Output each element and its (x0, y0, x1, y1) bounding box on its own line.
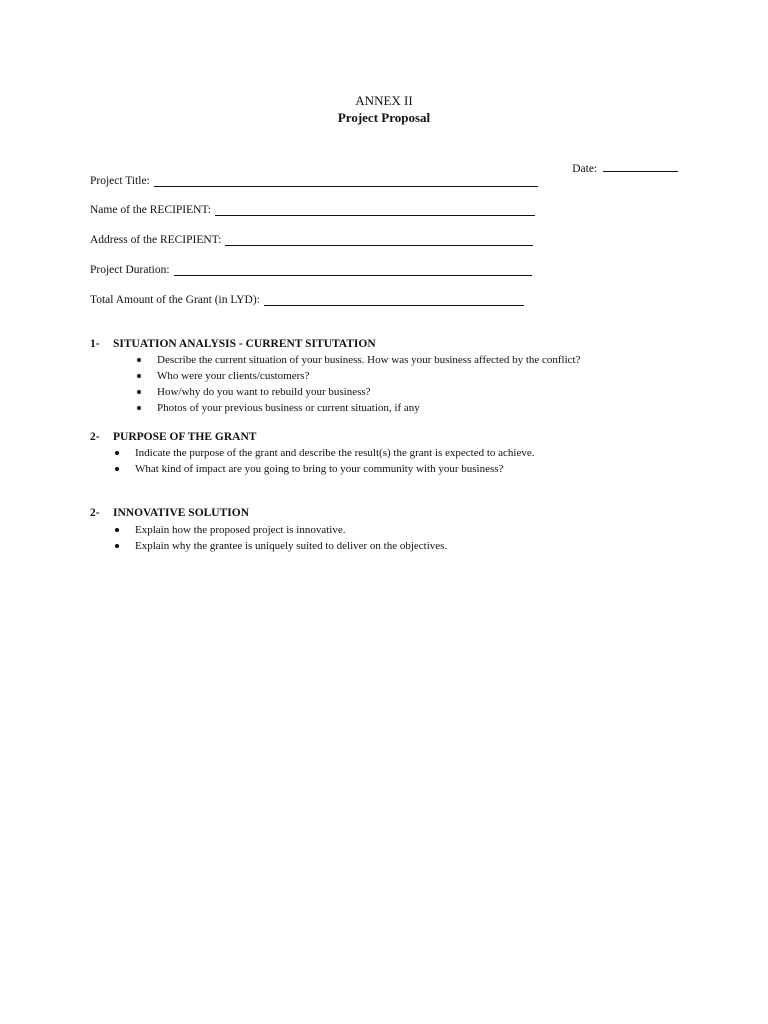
section-heading (90, 507, 249, 519)
recipient-address-blank[interactable] (225, 234, 533, 246)
section-number: 2- (90, 431, 100, 443)
document-title: Project Proposal (337, 110, 431, 125)
section-number: 1- (90, 338, 100, 350)
bullet-icon (137, 374, 141, 378)
list-item: Indicate the purpose of the grant and describe the result(s) the grant is expected to achieve. (135, 445, 535, 461)
section-heading (90, 431, 256, 443)
project-duration-label: Project Duration: (90, 264, 170, 276)
list-item: Explain why the grantee is uniquely suited to deliver on the objectives. (135, 538, 447, 554)
list-item: Explain how the proposed project is innovative. (135, 522, 447, 538)
list-item: Who were your clients/customers? (157, 368, 581, 384)
section-number: 2- (90, 507, 100, 519)
bullet-icon (115, 451, 119, 455)
annex-label: ANNEX II (355, 93, 413, 108)
section-title: INNOVATIVE SOLUTION (113, 507, 250, 519)
recipient-address-label: Address of the RECIPIENT: (90, 234, 222, 246)
date-field (572, 160, 678, 175)
project-duration-blank[interactable] (174, 264, 532, 276)
section-title: PURPOSE OF THE GRANT (113, 431, 257, 443)
list-item: Describe the current situation of your business. How was your business affected by the conflict? (157, 352, 581, 368)
grant-amount-field (90, 294, 524, 306)
bullet-icon (137, 390, 141, 394)
grant-amount-label: Total Amount of the Grant (in LYD): (90, 294, 260, 306)
project-title-blank[interactable] (154, 175, 538, 187)
section-title: SITUATION ANALYSIS - CURRENT SITUTATION (113, 338, 376, 350)
list-item: What kind of impact are you going to bring to your community with your business? (135, 461, 535, 477)
project-duration-field (90, 264, 532, 276)
grant-amount-blank[interactable] (264, 294, 524, 306)
list-item: How/why do you want to rebuild your business? (157, 384, 581, 400)
recipient-address-field (90, 234, 533, 246)
bullet-icon (137, 358, 141, 362)
bullet-list (135, 445, 535, 477)
bullet-list (157, 352, 581, 416)
project-title-label: Project Title: (90, 175, 150, 187)
recipient-name-field (90, 204, 535, 216)
bullet-list (135, 522, 447, 554)
recipient-name-label: Name of the RECIPIENT: (90, 204, 212, 216)
section-heading (90, 338, 376, 350)
recipient-name-blank[interactable] (215, 204, 535, 216)
bullet-icon (137, 406, 141, 410)
date-label: Date: (572, 163, 598, 175)
date-blank[interactable] (603, 160, 678, 172)
bullet-icon (115, 467, 119, 471)
bullet-icon (115, 528, 119, 532)
bullet-icon (115, 544, 119, 548)
project-title-field (90, 175, 538, 187)
list-item: Photos of your previous business or current situation, if any (157, 400, 581, 416)
